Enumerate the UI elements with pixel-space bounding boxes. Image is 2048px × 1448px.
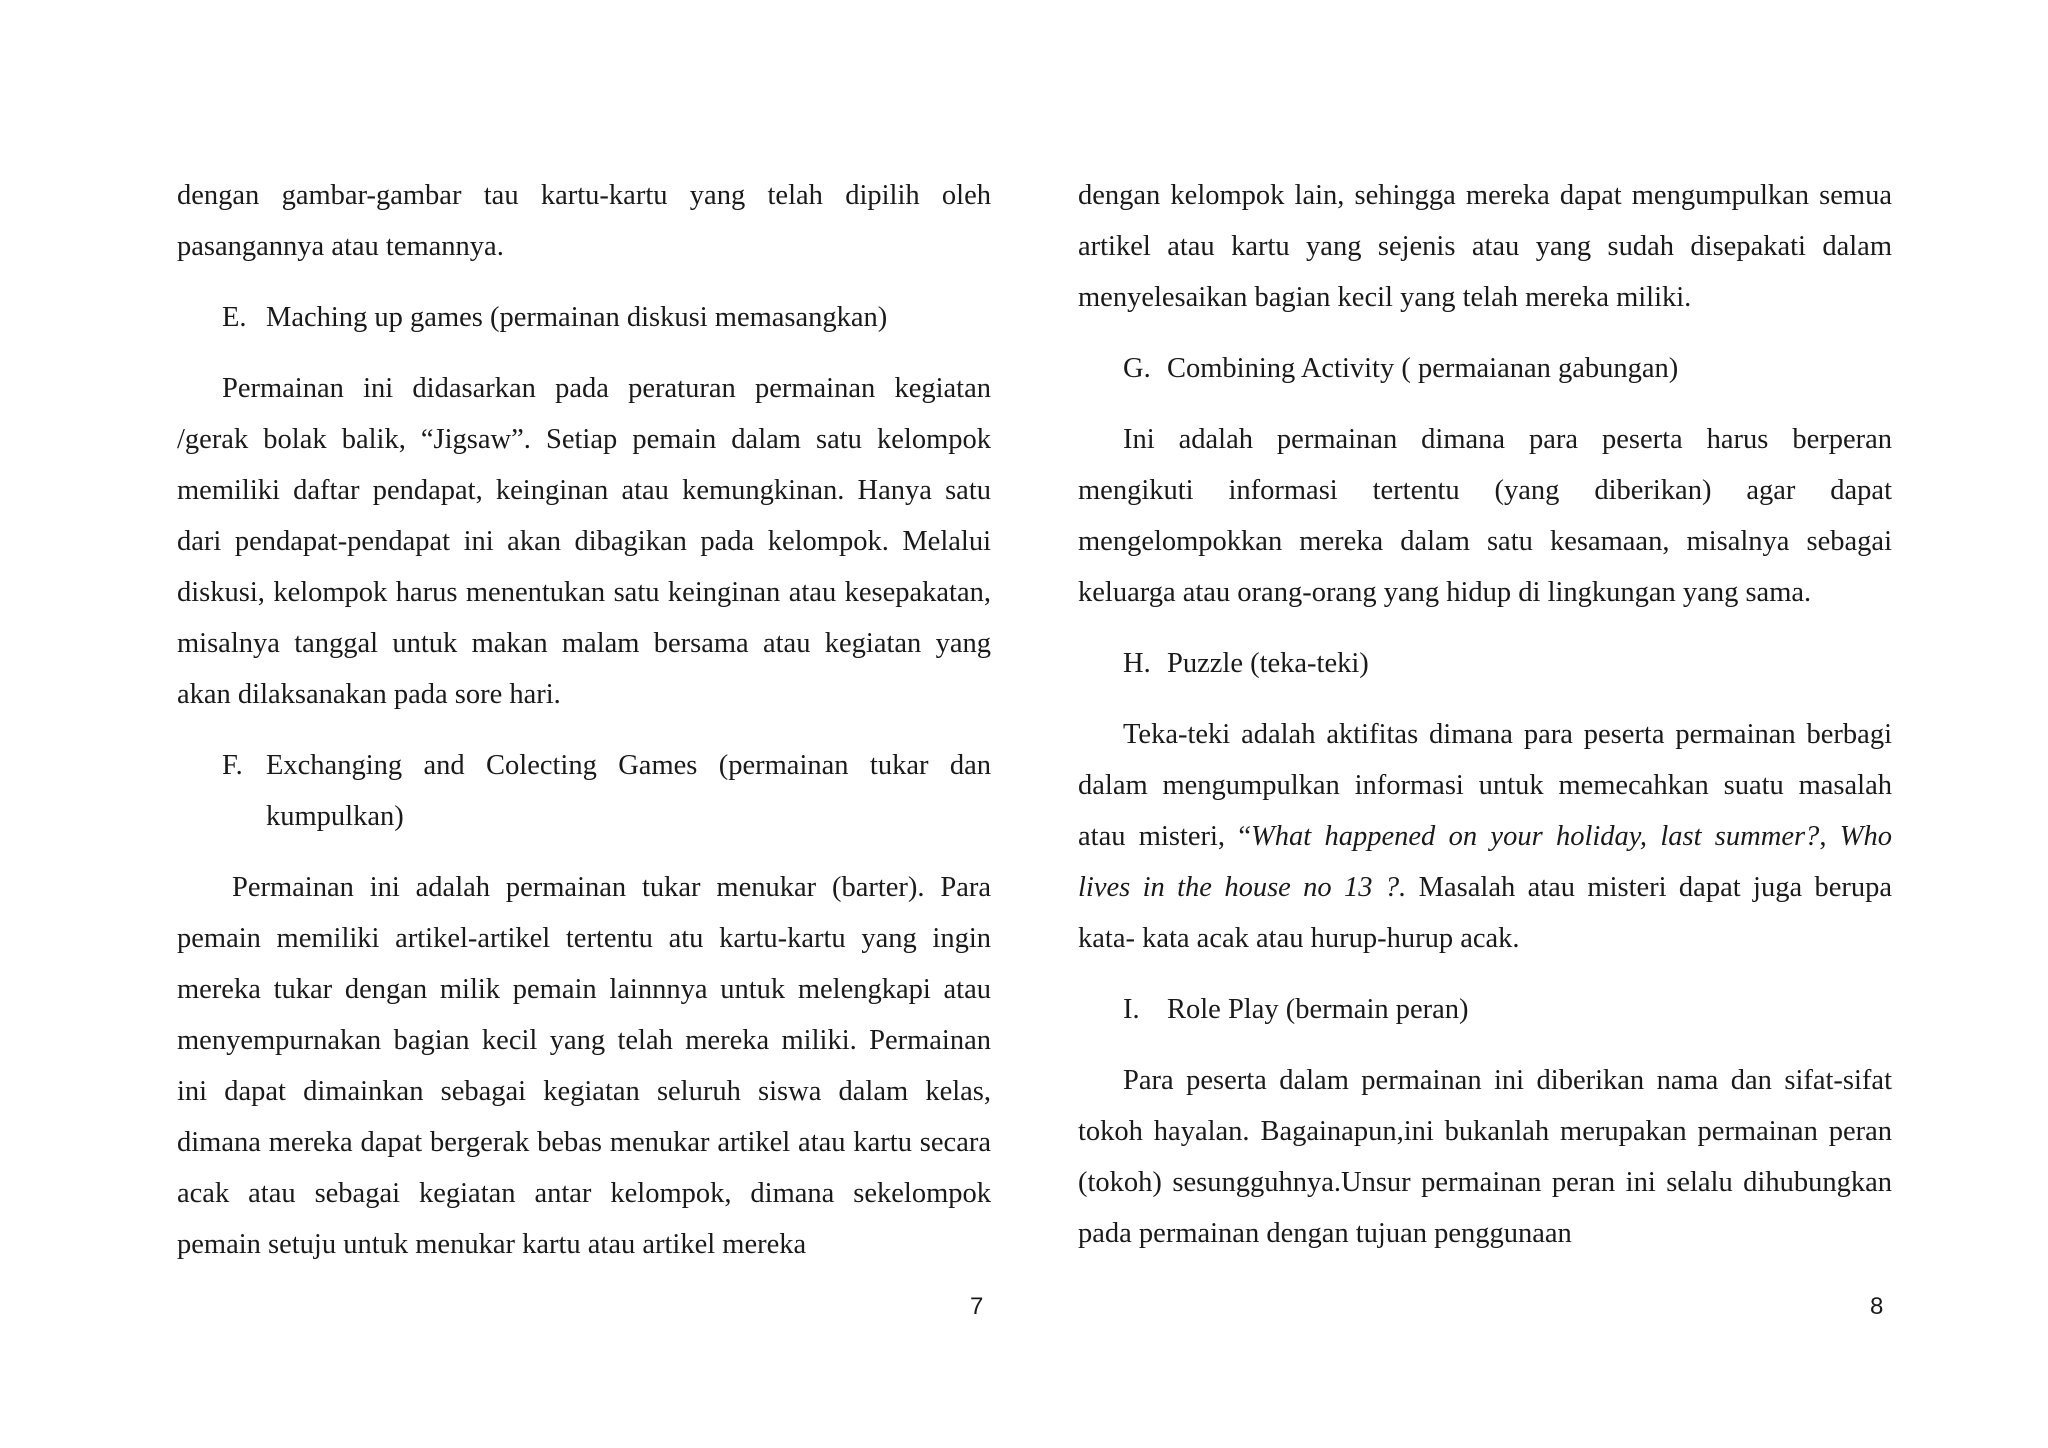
right-paragraph-2: Ini adalah permainan dimana para peserta harus berperan mengikuti informasi tertentu (yang diberikan) agar dapat mengelompokkan mereka dalam satu kesamaan, misalnya sebagai keluarga atau orang-orang yang hidup di lingkungan yang sama. — [1078, 424, 1892, 608]
left-page — [177, 170, 991, 1290]
right-paragraph-3 — [1078, 709, 1892, 964]
heading-g — [1078, 343, 1892, 394]
puzzle-text-part-3: Masalah atau misteri dapat juga berupa kata- kata acak atau hurup-hurup acak. — [1078, 872, 1892, 954]
heading-h-text: Puzzle (teka-teki) — [1167, 648, 1369, 679]
page-number-right: 8 — [1870, 1293, 1884, 1320]
heading-f-letter: F. — [222, 750, 243, 781]
right-paragraph-4: Para peserta dalam permainan ini diberikan nama dan sifat-sifat tokoh hayalan. Bagainapun,ini bukanlah merupakan permainan peran (tokoh) sesungguhnya.Unsur permainan peran ini selalu dihubungkan pada permainan dengan tujuan penggunaan — [1078, 1065, 1892, 1249]
heading-h-letter: H. — [1123, 648, 1151, 679]
puzzle-italic-question-2: Who lives in the house no 13 ?. — [1078, 821, 1892, 903]
heading-i — [1078, 984, 1892, 1035]
puzzle-italic-question-1: What happened on your holiday, last summer? — [1251, 821, 1820, 852]
heading-f — [177, 740, 991, 842]
heading-g-letter: G. — [1123, 353, 1151, 384]
puzzle-text-part-1: Teka-teki adalah aktifitas dimana para peserta permainan berbagi dalam mengumpulkan informasi untuk memecahkan suatu masalah atau misteri, “ — [1078, 719, 1892, 852]
heading-f-text: Exchanging and Colecting Games (permainan tukar dan kumpulkan) — [266, 750, 991, 832]
heading-e-text: Maching up games (permainan diskusi memasangkan) — [266, 302, 888, 333]
heading-i-letter: I. — [1123, 994, 1140, 1025]
heading-i-text: Role Play (bermain peran) — [1167, 994, 1469, 1025]
left-paragraph-1: dengan gambar-gambar tau kartu-kartu yang telah dipilih oleh pasangannya atau temannya. — [177, 180, 991, 262]
heading-g-text: Combining Activity ( permaianan gabungan) — [1167, 353, 1679, 384]
heading-e-letter: E. — [222, 302, 247, 333]
right-page — [1078, 170, 1892, 1279]
page-number-left: 7 — [970, 1293, 984, 1320]
heading-e — [177, 292, 991, 343]
right-paragraph-1: dengan kelompok lain, sehingga mereka dapat mengumpulkan semua artikel atau kartu yang sejenis atau yang sudah disepakati dalam menyelesaikan bagian kecil yang telah mereka miliki. — [1078, 180, 1892, 313]
puzzle-text-part-2: , — [1819, 821, 1840, 852]
left-paragraph-2: Permainan ini didasarkan pada peraturan permainan kegiatan /gerak bolak balik, “Jigsaw”. Setiap pemain dalam satu kelompok memiliki daftar pendapat, keinginan atau kemungkinan. Hanya satu dari pendapat-pendapat ini akan dibagikan pada kelompok. Melalui diskusi, kelompok harus menentukan satu keinginan atau kesepakatan, misalnya tanggal untuk makan malam bersama atau kegiatan yang akan dilaksanakan pada sore hari. — [177, 373, 991, 710]
heading-h — [1078, 638, 1892, 689]
left-paragraph-3: Permainan ini adalah permainan tukar menukar (barter). Para pemain memiliki artikel-artikel tertentu atu kartu-kartu yang ingin mereka tukar dengan milik pemain lainnnya untuk melengkapi atau menyempurnakan bagian kecil yang telah mereka miliki. Permainan ini dapat dimainkan sebagai kegiatan seluruh siswa dalam kelas, dimana mereka dapat bergerak bebas menukar artikel atau kartu secara acak atau sebagai kegiatan antar kelompok, dimana sekelompok pemain setuju untuk menukar kartu atau artikel mereka — [177, 872, 991, 1260]
